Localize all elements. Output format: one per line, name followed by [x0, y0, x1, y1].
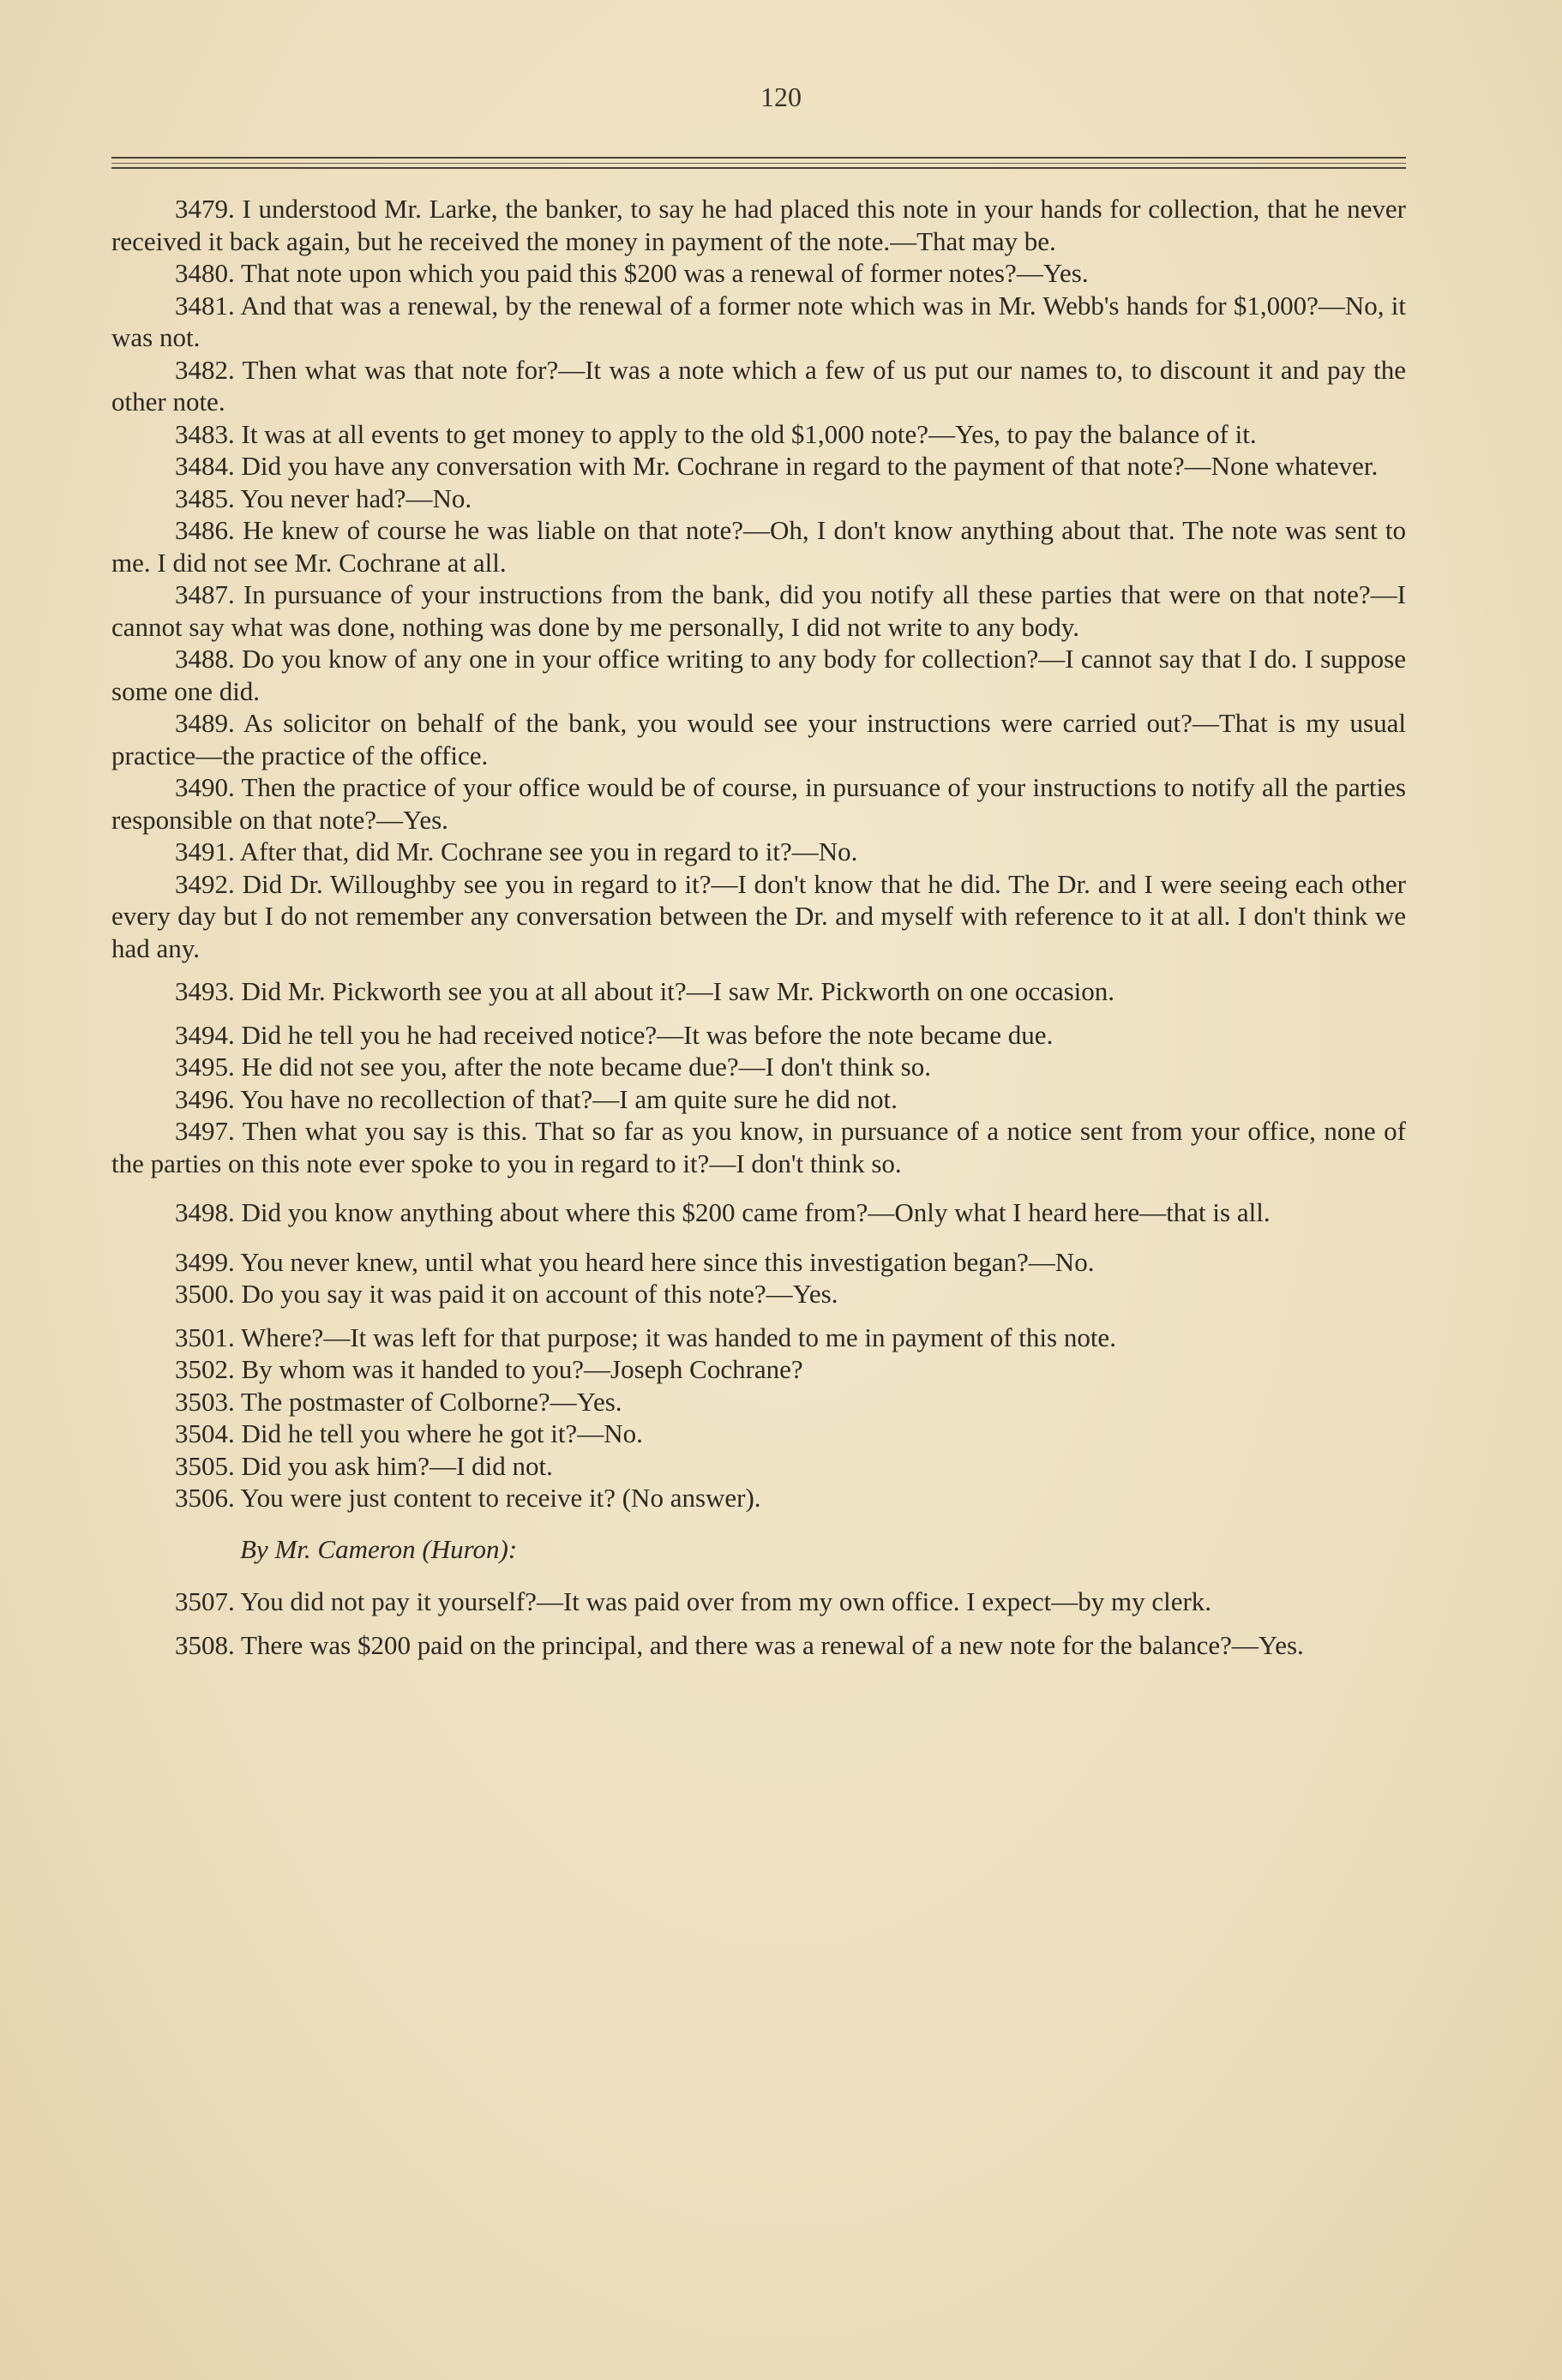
question-3501: 3501. Where?—It was left for that purpose; it was handed to me in payment of this note.	[175, 1322, 1116, 1352]
question-3480: 3480. That note upon which you paid this $200 was a renewal of former notes?—Yes.	[175, 258, 1089, 288]
question-3482: 3482. Then what was that note for?—It was a note which a few of us put our names to, to discount it and pay the other note.	[111, 354, 1406, 417]
question-3498: 3498. Did you know anything about where this $200 came from?—Only what I heard here—that is all.	[175, 1197, 1271, 1227]
question-3495: 3495. He did not see you, after the note became due?—I don't think so.	[175, 1052, 931, 1082]
header-rule	[111, 157, 1406, 169]
page-number: 120	[760, 81, 802, 112]
question-3490: 3490. Then the practice of your office would be of course, in pursuance of your instructions to notify all the parties responsible on that note?—Yes.	[111, 772, 1406, 835]
question-3494: 3494. Did he tell you he had received notice?—It was before the note became due.	[175, 1019, 1054, 1050]
question-3508: 3508. There was $200 paid on the principal, and there was a renewal of a new note for the balance?—Yes.	[175, 1629, 1304, 1660]
question-3485: 3485. You never had?—No.	[175, 483, 472, 513]
testimony-body	[111, 193, 1406, 1661]
question-3489: 3489. As solicitor on behalf of the bank, you would see your instructions were carried out?—That is my usual practice—the practice of the office.	[111, 708, 1406, 770]
question-3504: 3504. Did he tell you where he got it?—No.	[175, 1418, 643, 1448]
question-3506: 3506. You were just content to receive it? (No answer).	[175, 1483, 761, 1513]
question-3488: 3488. Do you know of any one in your office writing to any body for collection?—I cannot say that I do. I suppose some one did.	[111, 644, 1407, 706]
question-3505: 3505. Did you ask him?—I did not.	[175, 1450, 553, 1481]
question-3502: 3502. By whom was it handed to you?—Joseph Cochrane?	[175, 1354, 803, 1384]
question-3483: 3483. It was at all events to get money to apply to the old $1,000 note?—Yes, to pay the balance of it.	[175, 418, 1257, 449]
question-3481: 3481. And that was a renewal, by the renewal of a former note which was in Mr. Webb's hands for $1,000?—No, it was not.	[111, 290, 1406, 352]
question-3507: 3507. You did not pay it yourself?—It was paid over from my own office. I expect—by my clerk.	[175, 1586, 1212, 1616]
question-3500: 3500. Do you say it was paid it on account of this note?—Yes.	[175, 1279, 838, 1309]
question-3484: 3484. Did you have any conversation with Mr. Cochrane in regard to the payment of that note?—None whatever.	[175, 451, 1379, 481]
question-3496: 3496. You have no recollection of that?—I am quite sure he did not.	[175, 1083, 898, 1114]
question-3486: 3486. He knew of course he was liable on that note?—Oh, I don't know anything about that. The note was sent to me. I did not see Mr. Cochrane at all.	[111, 515, 1406, 578]
question-3503: 3503. The postmaster of Colborne?—Yes.	[175, 1386, 622, 1417]
question-3492: 3492. Did Dr. Willoughby see you in regard to it?—I don't know that he did. The Dr. and I were seeing each other every day but I do not remember any conversation between the Dr. and myself with reference to it at all. I don't think we had any.	[111, 868, 1406, 963]
question-3487: 3487. In pursuance of your instructions from the bank, did you notify all these parties that were on that note?—I cannot say what was done, nothing was done by me personally, I did not write to any body.	[111, 579, 1406, 642]
question-3499: 3499. You never knew, until what you heard here since this investigation began?—No.	[175, 1246, 1095, 1277]
question-3493: 3493. Did Mr. Pickworth see you at all about it?—I saw Mr. Pickworth on one occasion.	[175, 976, 1115, 1006]
question-3491: 3491. After that, did Mr. Cochrane see you in regard to it?—No.	[175, 836, 858, 866]
question-3479: 3479. I understood Mr. Larke, the banker, to say he had placed this note in your hands for collection, that he never received it back again, but he received the money in payment of the note.—That may be.	[111, 194, 1406, 256]
examiner-byline: By Mr. Cameron (Huron):	[240, 1533, 518, 1564]
question-3497: 3497. Then what you say is this. That so far as you know, in pursuance of a notice sent from your office, none of the parties on this note ever spoke to you in regard to it?—I don't think so.	[111, 1116, 1406, 1178]
